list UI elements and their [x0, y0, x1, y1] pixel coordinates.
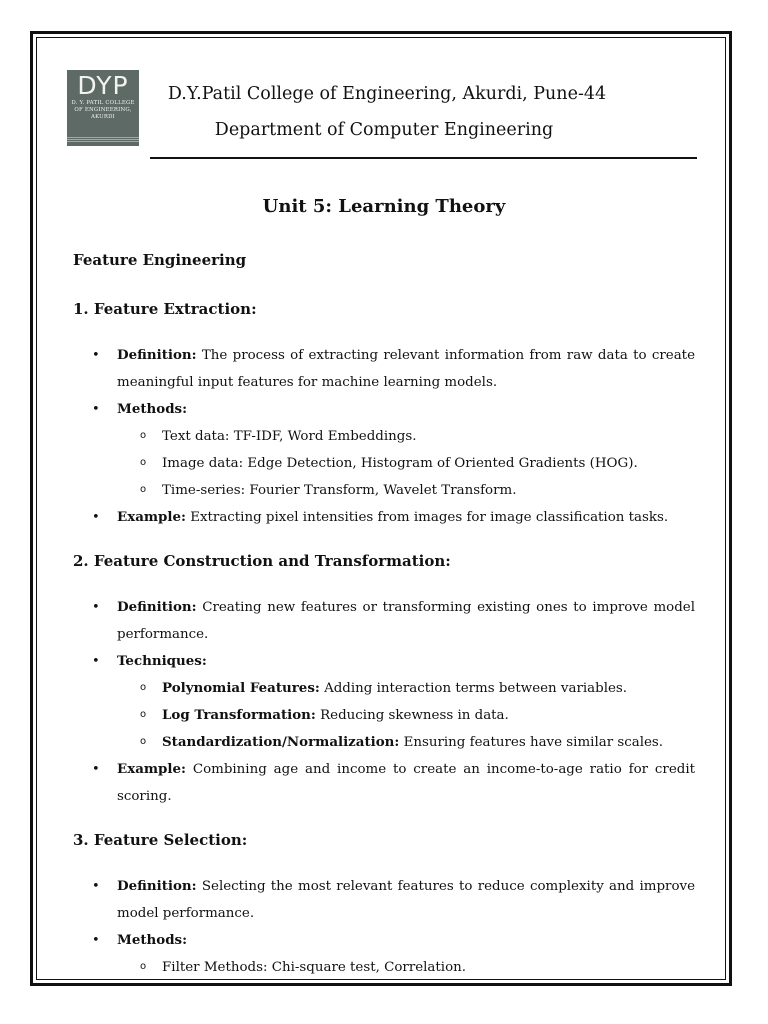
sublist-item: o Filter Methods: Chi-square test, Correlation. — [73, 954, 695, 981]
sublist-item: o Time-series: Fourier Transform, Wavelet Transform. — [73, 477, 695, 504]
techniques-sublist — [117, 675, 695, 756]
list-item: • Example: Combining age and income to create an income-to-age ratio for credit scoring. — [73, 756, 695, 810]
list-item: • Methods: o Filter Methods: Chi-square test, Correlation. — [73, 927, 695, 981]
logo-text: D. Y. PATIL COLLEGE OF ENGINEERING, AKURDI — [71, 100, 135, 120]
section-heading-feature-selection: 3. Feature Selection: — [73, 831, 248, 849]
sublist-item: o Log Transformation: Reducing skewness in data. — [73, 702, 695, 729]
list-item: • Methods: o Text data: TF-IDF, Word Embeddings. o Image data: Edge Detection, Histogram of Oriented Gradients (HOG). o Time-series: Fourier Transform, Wavelet Transform. — [73, 396, 695, 504]
sublist-item: o Text data: TF-IDF, Word Embeddings. — [73, 423, 695, 450]
header-divider — [150, 157, 697, 159]
sublist-item: o Standardization/Normalization: Ensuring features have similar scales. — [73, 729, 695, 756]
list-item: • Example: Extracting pixel intensities from images for image classification tasks. — [73, 504, 695, 531]
section-heading-feature-construction: 2. Feature Construction and Transformation: — [73, 552, 451, 570]
college-name: D.Y.Patil College of Engineering, Akurdi, Pune-44 — [167, 84, 607, 104]
sublist-item: o Image data: Edge Detection, Histogram of Oriented Gradients (HOG). — [73, 450, 695, 477]
methods-sublist — [117, 423, 695, 504]
list-item: • Definition: Selecting the most relevant features to reduce complexity and improve model performance. — [73, 873, 695, 927]
feature-extraction-list — [73, 342, 695, 531]
department-name: Department of Computer Engineering — [214, 120, 554, 140]
feature-selection-list — [73, 873, 695, 981]
methods-sublist — [117, 954, 695, 981]
list-item: • Definition: Creating new features or transforming existing ones to improve model performance. — [73, 594, 695, 648]
list-item: • Techniques: o Polynomial Features: Adding interaction terms between variables. o Log Transformation: Reducing skewness in data. o Standardization/Normalization: Ensuring features have similar scales. — [73, 648, 695, 756]
unit-title: Unit 5: Learning Theory — [262, 196, 506, 217]
section-heading-feature-extraction: 1. Feature Extraction: — [73, 300, 257, 318]
list-item: • Definition: The process of extracting relevant information from raw data to create meaningful input features for machine learning models. — [73, 342, 695, 396]
topic-heading: Feature Engineering — [73, 251, 247, 269]
logo-mark: DYP — [77, 71, 129, 100]
document-body — [73, 250, 695, 981]
feature-construction-list — [73, 594, 695, 810]
sublist-item: o Polynomial Features: Adding interaction terms between variables. — [73, 675, 695, 702]
